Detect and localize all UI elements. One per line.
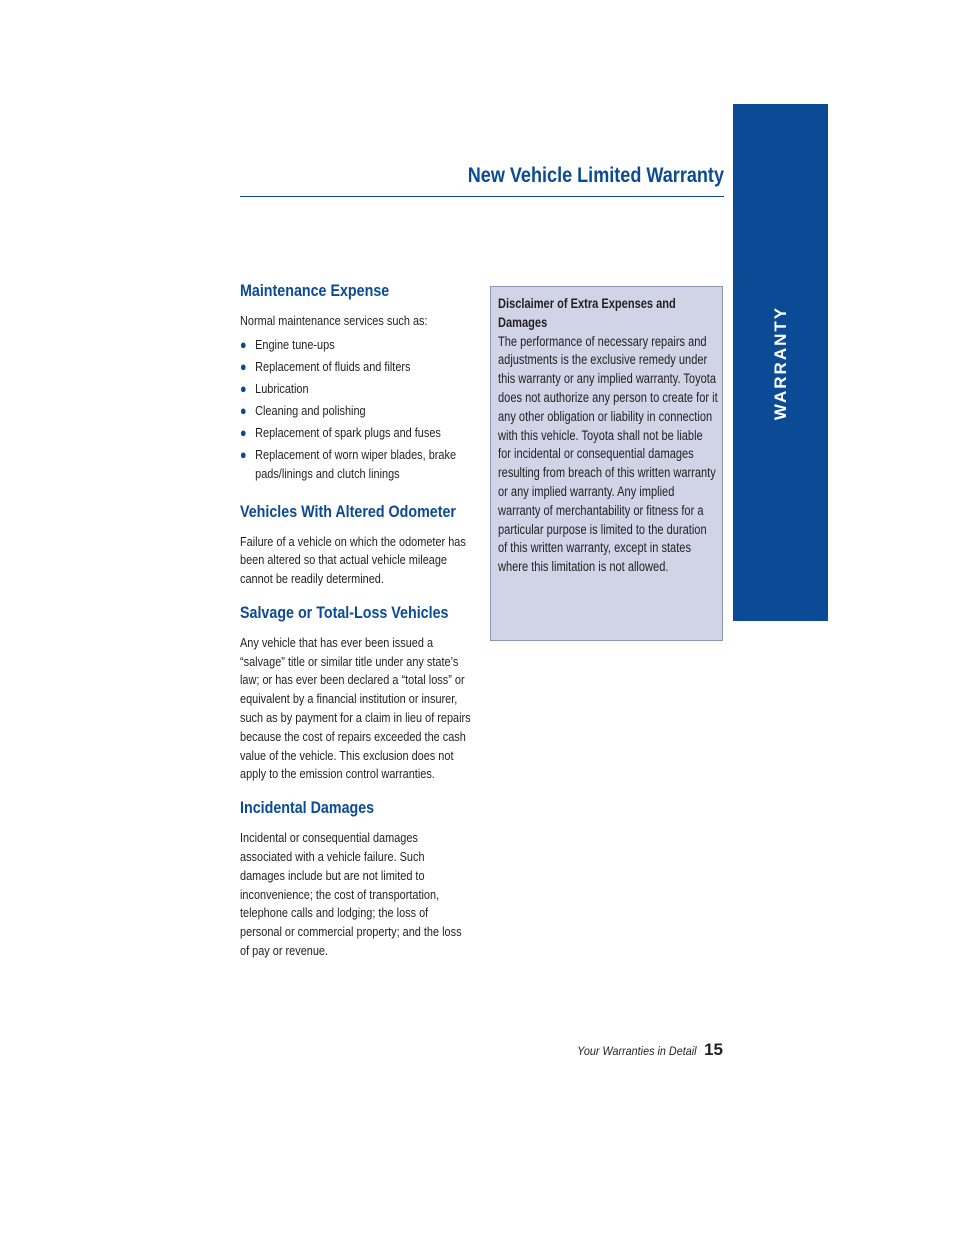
bullet-dot-icon: ● <box>240 380 247 396</box>
bullet-dot-icon: ● <box>240 358 247 374</box>
list-item: ● Engine tune-ups <box>240 336 472 355</box>
title-divider <box>240 196 724 197</box>
page-title: New Vehicle Limited Warranty <box>467 164 724 187</box>
bullet-dot-icon: ● <box>240 336 247 352</box>
incidental-heading: Incidental Damages <box>240 798 375 818</box>
salvage-heading: Salvage or Total-Loss Vehicles <box>240 602 449 622</box>
bullet-dot-icon: ● <box>240 424 247 440</box>
left-column <box>240 280 472 974</box>
list-item: ● Replacement of worn wiper blades, brake pads/linings and clutch linings <box>240 446 457 481</box>
list-item: ● Lubrication <box>240 380 472 399</box>
salvage-body: Any vehicle that has ever been issued a “salvage” title or similar title under any state’s law; or has ever been declared a “total loss” or equivalent by a financial institution or insurer, such as by payment for a claim in lieu of repairs because the cost of repairs exceeded the cash value of the vehicle. This exclusion does not apply to the emission control warranties. <box>240 634 471 782</box>
list-item: ● Cleaning and polishing <box>240 402 472 421</box>
list-item: ● Replacement of spark plugs and fuses <box>240 424 472 443</box>
disclaimer-body: The performance of necessary repairs and adjustments is the exclusive remedy under this warranty or any implied warranty. Toyota does not authorize any person to create for it any other obligation or liability in connection with this vehicle. Toyota shall not be liable for incidental or consequential damages resulting from breach of this written warranty or any implied warranty. Any implied warranty of merchantability or fitness for a particular purpose is limited to the duration of this written warranty, except in states where this limitation is not allowed. <box>498 333 718 575</box>
page-footer <box>564 1040 723 1060</box>
page-number: 15 <box>704 1040 723 1059</box>
left-column-content <box>240 280 472 961</box>
section-tab-label: WARRANTY <box>770 305 790 420</box>
bullet-dot-icon: ● <box>240 402 247 418</box>
incidental-body: Incidental or consequential damages associated with a vehicle failure. Such damages include but are not limited to inconvenience; the cost of transportation, telephone calls and lodging; the loss of personal or commercial property; and the loss of pay or revenue. <box>240 830 462 959</box>
bullet-dot-icon: ● <box>240 446 247 462</box>
disclaimer-title: Disclaimer of Extra Expenses and Damages <box>498 296 676 330</box>
list-item: ● Replacement of fluids and filters <box>240 358 472 377</box>
maintenance-intro: Normal maintenance services such as: <box>240 313 428 328</box>
odometer-body: Failure of a vehicle on which the odometer has been altered so that actual vehicle mileage cannot be readily determined. <box>240 533 466 587</box>
odometer-heading: Vehicles With Altered Odometer <box>240 501 456 521</box>
footer-label: Your Warranties in Detail <box>576 1044 697 1058</box>
maintenance-list <box>240 336 472 484</box>
disclaimer-box <box>490 286 723 641</box>
disclaimer-content <box>498 295 718 577</box>
maintenance-heading: Maintenance Expense <box>240 281 390 300</box>
section-tab <box>733 104 828 621</box>
